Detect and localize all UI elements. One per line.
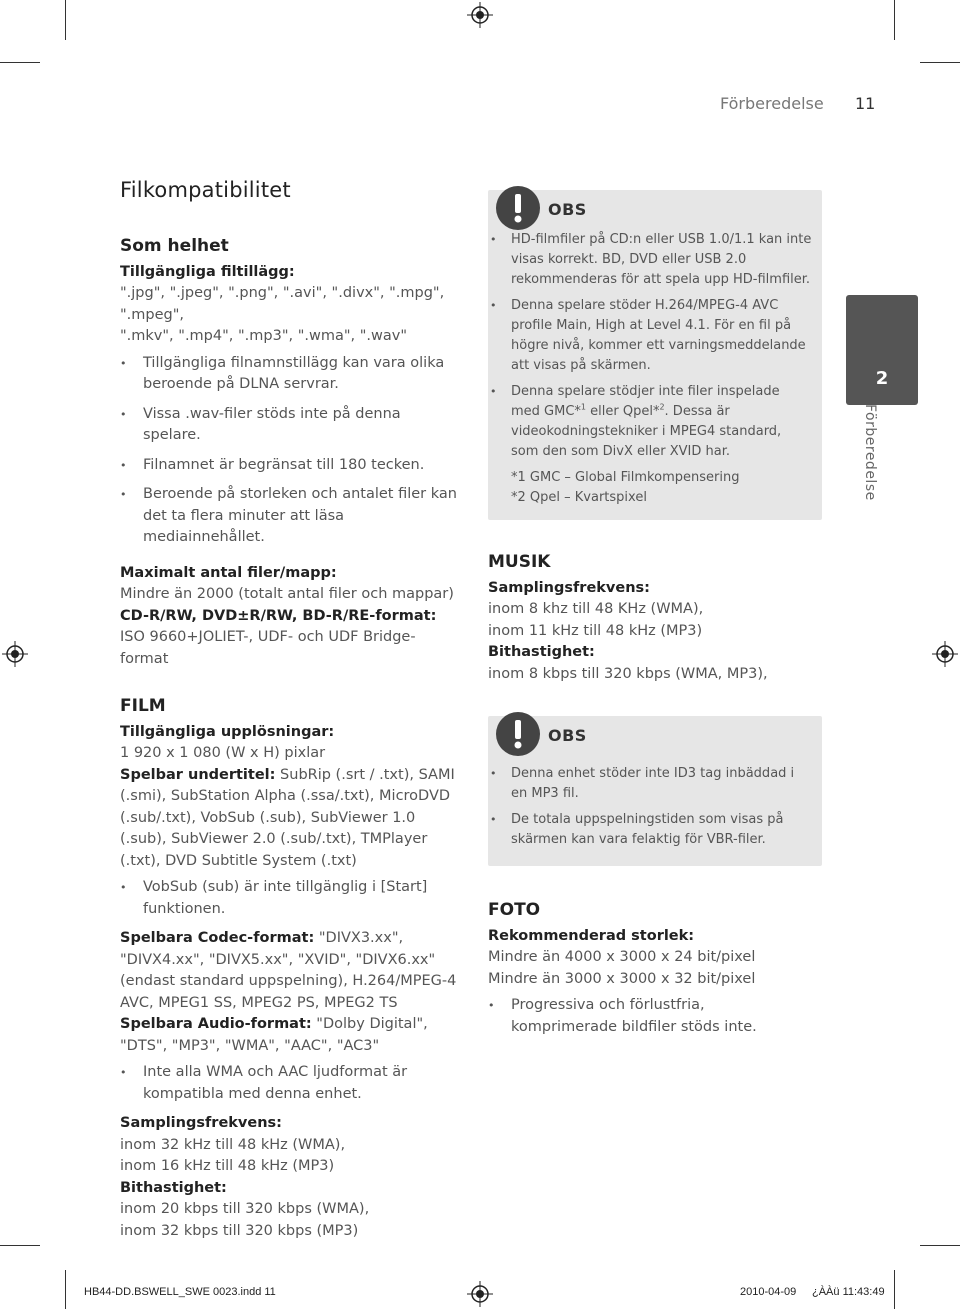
film-bitrate-value: inom 32 kbps till 320 kbps (MP3) <box>120 1222 359 1239</box>
list-item: • Tillgängliga filnamnstillägg kan vara olika beroende på DLNA servrar. <box>120 353 460 396</box>
subtitle-bullet-list <box>120 877 460 920</box>
crop-mark <box>894 1270 895 1309</box>
subtitle-label: Spelbar undertitel: <box>120 766 276 783</box>
note-body <box>488 226 822 516</box>
photo-size-label: Rekommenderad storlek: <box>488 927 695 944</box>
disc-format-label: CD-R/RW, DVD±R/RW, BD-R/RE-format: <box>120 607 437 624</box>
music-sampling-label: Samplingsfrekvens: <box>488 579 650 596</box>
left-column <box>120 236 460 1242</box>
film-bitrate-value: inom 20 kbps till 320 kbps (WMA), <box>120 1201 370 1217</box>
page-number: 11 <box>855 94 876 113</box>
crop-mark <box>0 62 40 63</box>
note-label: OBS <box>548 200 587 219</box>
list-item: • Beroende på storleken och antalet filer kan det ta flera minuter att läsa mediainnehållet. <box>120 484 460 549</box>
photo-bullet-list <box>488 995 828 1038</box>
list-item: • Denna enhet stöder inte ID3 tag inbäddad i en MP3 fil. <box>488 764 812 804</box>
film-bitrate-label: Bithastighet: <box>120 1179 227 1196</box>
footer-time: ¿ÀÀü 11:43:49 <box>812 1286 885 1298</box>
footer-date: 2010-04-09 <box>740 1286 797 1298</box>
extensions-label: Tillgängliga filtillägg: <box>120 263 295 280</box>
disc-format-value: ISO 9660+JOLIET-, UDF- och UDF Bridge-format <box>120 629 416 667</box>
crop-mark <box>920 1245 960 1246</box>
extensions-line: ".mkv", ".mp4", ".mp3", ".wma", ".wav" <box>120 328 408 344</box>
footnote: *2 Qpel – Kvartspixel <box>511 490 647 505</box>
list-item: • Filnamnet är begränsat till 180 tecken. <box>120 455 460 477</box>
exclamation-icon <box>496 712 540 756</box>
general-bullet-list <box>120 353 460 549</box>
note-bullet-list <box>488 764 812 850</box>
running-header-section: Förberedelse <box>720 94 824 113</box>
note-box <box>488 190 822 520</box>
audio-paragraph <box>120 1014 460 1057</box>
page-title: Filkompatibilitet <box>120 178 291 202</box>
registration-mark-icon <box>467 2 493 28</box>
note-label: OBS <box>548 726 587 745</box>
crop-mark <box>0 1245 40 1246</box>
film-sampling-value: inom 16 kHz till 48 kHz (MP3) <box>120 1158 335 1174</box>
audio-label: Spelbara Audio-format: <box>120 1016 312 1032</box>
exclamation-icon <box>496 186 540 230</box>
chapter-label: Förberedelse <box>862 404 878 501</box>
section-heading-film: FILM <box>120 696 166 716</box>
list-item: • Inte alla WMA och AAC ljudformat är kompatibla med denna enhet. <box>120 1062 460 1105</box>
music-sampling-value: inom 8 khz till 48 KHz (WMA), <box>488 601 704 617</box>
crop-mark <box>65 1270 66 1309</box>
max-files-value: Mindre än 2000 (totalt antal filer och mappar) <box>120 586 454 602</box>
note-body <box>488 752 822 864</box>
note-header <box>488 716 822 752</box>
codec-label: Spelbara Codec-format: <box>120 930 315 946</box>
crop-mark <box>920 62 960 63</box>
film-sampling-label: Samplingsfrekvens: <box>120 1115 282 1131</box>
music-sampling-value: inom 11 kHz till 48 kHz (MP3) <box>488 622 703 639</box>
film-sampling-value: inom 32 kHz till 48 kHz (WMA), <box>120 1136 346 1153</box>
audio-bullet-list <box>120 1062 460 1105</box>
registration-mark-icon <box>2 641 28 667</box>
section-heading-music: MUSIK <box>488 552 551 572</box>
list-item <box>488 382 812 462</box>
note-bullet-list <box>488 230 812 462</box>
registration-mark-icon <box>932 641 958 667</box>
note-text: Denna spelare stödjer inte filer inspelade med GMC* <box>511 384 780 419</box>
extensions-line: ".jpg", ".jpeg", ".png", ".avi", ".divx", ".mpg", ".mpeg", <box>120 285 445 323</box>
footnote-ref: 1 <box>580 402 587 412</box>
footnote-ref: 2 <box>659 402 665 412</box>
note-text: . Dessa är videokodningstekniker i MPEG4 standard, som den som DivX eller XVID har. <box>511 404 782 459</box>
chapter-number: 2 <box>875 368 889 389</box>
chapter-label-vertical <box>862 404 898 514</box>
subtitle-paragraph <box>120 765 460 873</box>
footer-file: HB44-DD.BSWELL_SWE 0023.indd 11 <box>84 1286 276 1298</box>
crop-mark <box>65 0 66 40</box>
note-box <box>488 716 822 866</box>
music-bitrate-label: Bithastighet: <box>488 644 595 660</box>
max-files-label: Maximalt antal filer/mapp: <box>120 564 337 581</box>
crop-mark <box>894 0 895 40</box>
subtitle-value: SubRip (.srt / .txt), SAMI (.smi), SubStation Alpha (.ssa/.txt), MicroDVD (.sub/.txt), VobSub (.sub), SubViewer 1.0 (.sub), SubViewer 2.0 (.sub/.txt), TMPlayer (.txt), DVD Subtitle System (.txt) <box>120 766 455 869</box>
section-heading-general: Som helhet <box>120 236 229 256</box>
music-section <box>488 552 828 685</box>
codec-value: "DIVX3.xx", "DIVX4.xx", "DIVX5.xx", "XVID", "DIVX6.xx" (endast standard uppspelning), H.264/MPEG-4 AVC, MPEG1 SS, MPEG2 PS, MPEG2 TS <box>120 930 457 1011</box>
list-item: • VobSub (sub) är inte tillgänglig i [Start] funktionen. <box>120 877 460 920</box>
list-item: • Denna spelare stöder H.264/MPEG-4 AVC profile Main, High at Level 4.1. För en fil på högre nivå, kommer ett varningsmeddelande att visas på skärmen. <box>488 296 812 376</box>
photo-section <box>488 900 828 1046</box>
resolution-label: Tillgängliga upplösningar: <box>120 723 335 740</box>
music-bitrate-value: inom 8 kbps till 320 kbps (WMA, MP3), <box>488 665 768 682</box>
list-item: • HD-filmfiler på CD:n eller USB 1.0/1.1 kan inte visas korrekt. BD, DVD eller USB 2.0 rekommenderas för att spela upp HD-filmfiler. <box>488 230 812 290</box>
list-item: • Vissa .wav-filer stöds inte på denna spelare. <box>120 404 460 447</box>
audio-value: "Dolby Digital", "DTS", "MP3", "WMA", "AAC", "AC3" <box>120 1016 428 1054</box>
list-item: • Progressiva och förlustfria, komprimerade bildfiler stöds inte. <box>488 995 791 1038</box>
resolution-value: 1 920 x 1 080 (W x H) pixlar <box>120 745 326 761</box>
registration-mark-icon <box>467 1281 493 1307</box>
note-header <box>488 190 822 226</box>
list-item: • De totala uppspelningstiden som visas på skärmen kan vara felaktig för VBR-filer. <box>488 810 812 850</box>
codec-paragraph <box>120 928 460 1014</box>
footnote: *1 GMC – Global Filmkompensering <box>511 470 740 485</box>
section-heading-photo: FOTO <box>488 900 541 920</box>
note-text: eller Qpel* <box>586 404 660 419</box>
photo-size-value: Mindre än 3000 x 3000 x 32 bit/pixel <box>488 970 756 987</box>
photo-size-value: Mindre än 4000 x 3000 x 24 bit/pixel <box>488 949 756 965</box>
